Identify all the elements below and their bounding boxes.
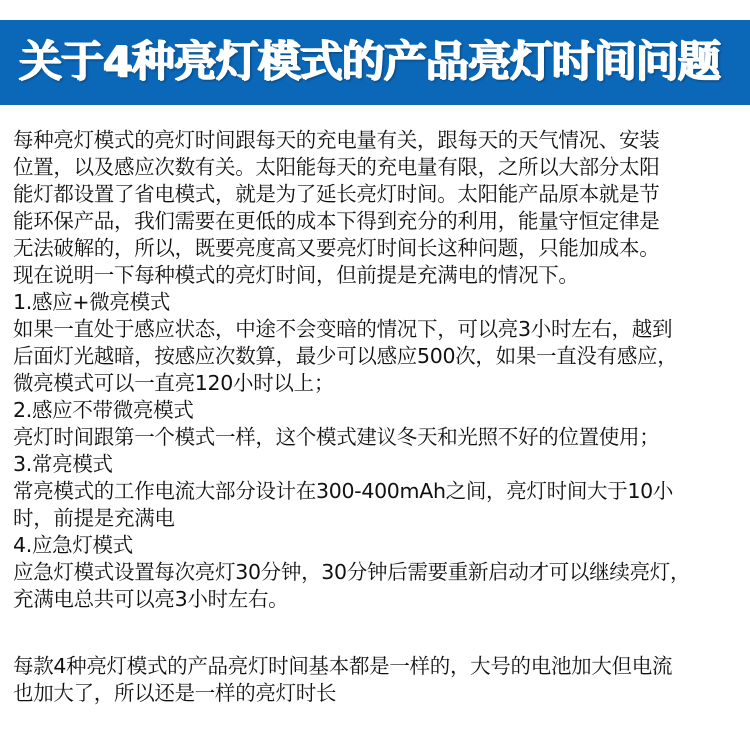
text-line: 充满电总共可以亮3小时左右。 bbox=[13, 587, 289, 611]
mode-section-4 bbox=[13, 532, 743, 613]
text-line: 时，前提是充满电 bbox=[13, 506, 175, 530]
text-line: 位置，以及感应次数有关。太阳能每天的充电量有限，之所以大部分太阳 bbox=[13, 155, 660, 179]
text-line: 现在说明一下每种模式的亮灯时间，但前提是充满电的情况下。 bbox=[13, 263, 579, 287]
text-line: 后面灯光越暗，按感应次数算，最少可以感应500次，如果一直没有感应， bbox=[13, 344, 678, 368]
text-line: 如果一直处于感应状态，中途不会变暗的情况下，可以亮3小时左右，越到 bbox=[13, 317, 673, 341]
text-line: 常亮模式的工作电流大部分设计在300-400mAh之间，亮灯时间大于10小 bbox=[13, 479, 674, 503]
summary-paragraph bbox=[13, 653, 743, 707]
text-line: 无法破解的，所以，既要亮度高又要亮灯时间长这种问题，只能加成本。 bbox=[13, 236, 660, 260]
mode-section-2 bbox=[13, 397, 743, 451]
text-line: 能灯都设置了省电模式，就是为了延长亮灯时间。太阳能产品原本就是节 bbox=[13, 182, 660, 206]
mode-section-1 bbox=[13, 289, 743, 397]
text-line: 每款4种亮灯模式的产品亮灯时间基本都是一样的，大号的电池加大但电流 bbox=[13, 654, 673, 678]
mode-heading: 1.感应+微亮模式 bbox=[13, 290, 171, 314]
document-body bbox=[13, 127, 743, 707]
page-title: 关于4种亮灯模式的产品亮灯时间问题 bbox=[19, 37, 720, 87]
text-line: 也加大了，所以还是一样的亮灯时长 bbox=[13, 681, 337, 705]
intro-paragraph bbox=[13, 127, 743, 289]
mode-section-3 bbox=[13, 451, 743, 532]
text-line: 每种亮灯模式的亮灯时间跟每天的充电量有关，跟每天的天气情况、安装 bbox=[13, 128, 660, 152]
text-line: 微亮模式可以一直亮120小时以上； bbox=[13, 371, 335, 395]
paragraph-spacer bbox=[13, 613, 743, 653]
mode-heading: 4.应急灯模式 bbox=[13, 533, 133, 557]
mode-heading: 2.感应不带微亮模式 bbox=[13, 398, 194, 422]
title-banner bbox=[0, 20, 750, 105]
mode-heading: 3.常亮模式 bbox=[13, 452, 113, 476]
text-line: 亮灯时间跟第一个模式一样，这个模式建议冬天和光照不好的位置使用； bbox=[13, 425, 660, 449]
text-line: 应急灯模式设置每次亮灯30分钟，30分钟后需要重新启动才可以继续亮灯， bbox=[13, 560, 691, 584]
text-line: 能环保产品，我们需要在更低的成本下得到充分的利用，能量守恒定律是 bbox=[13, 209, 660, 233]
